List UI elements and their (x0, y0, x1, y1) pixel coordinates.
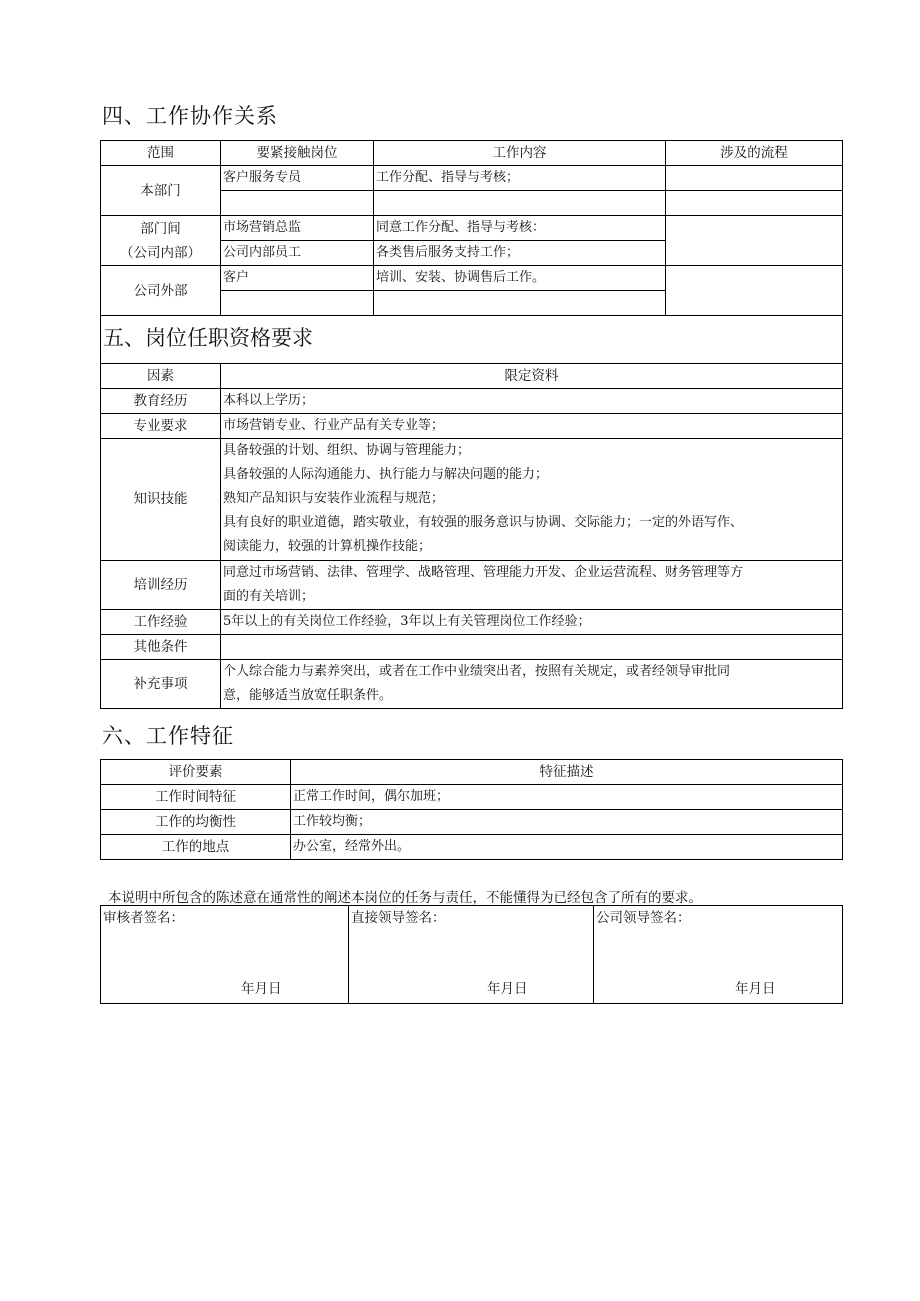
desc-work-time: 正常工作时间，偶尔加班； (291, 785, 843, 810)
work-content: 各类售后服务支持工作； (374, 241, 666, 266)
detail-line: 意，能够适当放宽任职条件。 (223, 687, 393, 703)
signature-direct-leader[interactable] (349, 906, 594, 1004)
factor-major: 专业要求 (101, 413, 221, 438)
section-5-title: 五、岗位任职资格要求 (101, 314, 843, 363)
detail-line: 具备较强的计划、组织、协调与管理能力； (223, 443, 471, 458)
factor-education: 教育经历 (101, 388, 221, 413)
detail-line: 市场营销专业、行业产品有关专业等； (223, 417, 445, 433)
contact-position: 公司内部员工 (221, 241, 374, 266)
signature-reviewer[interactable] (101, 906, 349, 1004)
signature-company-leader[interactable] (594, 906, 843, 1004)
factor-work-time: 工作时间特征 (101, 785, 291, 810)
desc-location: 办公室，经常外出。 (291, 835, 843, 860)
detail-line: 本科以上学历； (223, 392, 315, 408)
collaboration-table (100, 140, 843, 316)
desc-balance: 工作较均衡； (291, 810, 843, 835)
work-content: 培训、安装、协调售后工作。 (374, 266, 666, 291)
signature-date: 年月日 (487, 981, 528, 997)
detail-skills (221, 438, 843, 560)
signature-label: 公司领导签名： (596, 910, 691, 926)
factor-balance: 工作的均衡性 (101, 810, 291, 835)
detail-line: 5年以上的有关岗位工作经验，3年以上有关管理岗位工作经验； (223, 613, 591, 629)
contact-position (221, 191, 374, 216)
scope-line: 部门间 (140, 220, 181, 237)
factor-other: 其他条件 (101, 634, 221, 659)
contact-position: 市场营销总监 (221, 216, 374, 241)
detail-experience (221, 609, 843, 634)
contact-position: 客户服务专员 (221, 166, 374, 191)
process-cell (666, 191, 843, 216)
detail-line: 个人综合能力与素养突出，或者在工作中业绩突出者，按照有关规定，或者经领导审批同 (223, 663, 731, 679)
contact-position: 客户 (221, 266, 374, 291)
contact-position (221, 291, 374, 316)
section-4-title: 四、工作协作关系 (102, 104, 278, 128)
header-work-content: 工作内容 (374, 141, 666, 166)
signature-date: 年月日 (241, 981, 282, 997)
header-eval-factor: 评价要素 (101, 760, 291, 785)
detail-training (221, 560, 843, 609)
header-process: 涉及的流程 (666, 141, 843, 166)
work-content (374, 291, 666, 316)
detail-education (221, 388, 843, 413)
factor-location: 工作的地点 (101, 835, 291, 860)
factor-supplement: 补充事项 (101, 659, 221, 708)
detail-line: 具有良好的职业道德，踏实敬业，有较强的服务意识与协调、交际能力；一定的外语写作、 (223, 515, 744, 530)
section-6-title: 六、工作特征 (102, 724, 234, 748)
detail-supplement (221, 659, 843, 708)
detail-line: 同意过市场营销、法律、管理学、战略管理、管理能力开发、企业运营流程、财务管理等方 (223, 564, 744, 580)
disclaimer-note: 本说明中所包含的陈述意在通常性的阐述本岗位的任务与责任，不能懂得为已经包含了所有的要求。 (108, 890, 702, 906)
detail-line: 熟知产品知识与安装作业流程与规范； (223, 491, 445, 506)
scope-external: 公司外部 (101, 266, 221, 316)
scope-inter-dept (101, 216, 221, 266)
detail-line: 具备较强的人际沟通能力、执行能力与解决问题的能力； (223, 467, 549, 482)
process-cell (666, 266, 843, 316)
header-scope: 范围 (101, 141, 221, 166)
factor-experience: 工作经验 (101, 609, 221, 634)
signature-date: 年月日 (735, 981, 776, 997)
scope-own-dept: 本部门 (101, 166, 221, 216)
signature-label: 直接领导签名： (351, 910, 446, 926)
work-content (374, 191, 666, 216)
signature-table (100, 905, 843, 1004)
detail-other (221, 634, 843, 659)
factor-skills: 知识技能 (101, 438, 221, 560)
detail-line: 阅读能力，较强的计算机操作技能； (223, 539, 432, 554)
header-detail: 限定资料 (221, 363, 843, 388)
work-characteristics-table (100, 759, 843, 860)
work-content: 工作分配、指导与考核； (374, 166, 666, 191)
factor-training: 培训经历 (101, 560, 221, 609)
scope-line: （公司内部） (120, 244, 201, 261)
process-cell (666, 216, 843, 266)
work-content: 同意工作分配、指导与考核： (374, 216, 666, 241)
signature-label: 审核者签名： (103, 910, 184, 926)
header-description: 特征描述 (291, 760, 843, 785)
detail-line: 面的有关培训； (223, 588, 315, 604)
header-factor: 因素 (101, 363, 221, 388)
detail-major (221, 413, 843, 438)
header-contact-position: 要紧接触岗位 (221, 141, 374, 166)
process-cell (666, 166, 843, 191)
qualification-table (100, 314, 843, 709)
